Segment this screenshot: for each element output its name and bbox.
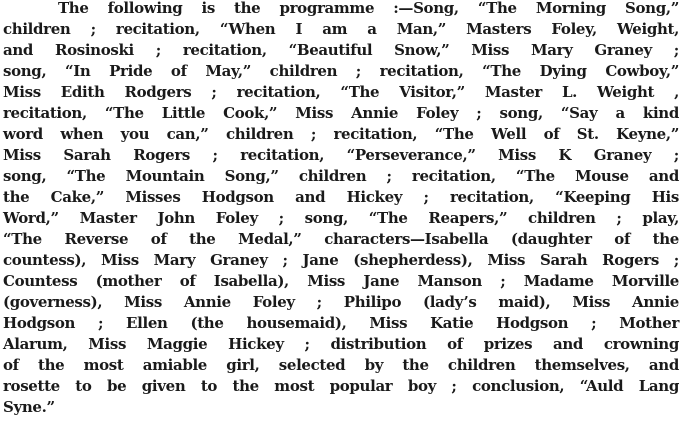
article-line: Countess (mother of Isabella), Miss Jane Manson ; Madame Morville <box>3 272 679 290</box>
article-line: Miss Sarah Rogers ; recitation, “Perseverance,” Miss K Graney ; <box>3 146 679 164</box>
article-line: countess), Miss Mary Graney ; Jane (shepherdess), Miss Sarah Rogers ; <box>3 251 679 269</box>
article-line: of the most amiable girl, selected by the children themselves, and <box>3 356 679 374</box>
article-line: word when you can,” children ; recitation, “The Well of St. Keyne,” <box>3 125 679 143</box>
article-line: The following is the programme :—Song, “The Morning Song,” <box>58 0 679 17</box>
article-line: Miss Edith Rodgers ; recitation, “The Visitor,” Master L. Weight , <box>3 83 679 101</box>
article-line: Word,” Master John Foley ; song, “The Reapers,” children ; play, <box>3 209 679 227</box>
article-line: (governess), Miss Annie Foley ; Philipo (lady’s maid), Miss Annie <box>3 293 679 311</box>
article-line: children ; recitation, “When I am a Man,” Masters Foley, Weight, <box>3 20 679 38</box>
article-line: Hodgson ; Ellen (the housemaid), Miss Katie Hodgson ; Mother <box>3 314 679 332</box>
article-line: song, “The Mountain Song,” children ; recitation, “The Mouse and <box>3 167 679 185</box>
article-line: Alarum, Miss Maggie Hickey ; distribution of prizes and crowning <box>3 335 679 353</box>
article-line: and Rosinoski ; recitation, “Beautiful Snow,” Miss Mary Graney ; <box>3 41 679 59</box>
article-line: recitation, “The Little Cook,” Miss Annie Foley ; song, “Say a kind <box>3 104 679 122</box>
article-line: rosette to be given to the most popular boy ; conclusion, “Auld Lang <box>3 377 679 395</box>
article-line: “The Reverse of the Medal,” characters—Isabella (daughter of the <box>3 230 679 248</box>
article-line: the Cake,” Misses Hodgson and Hickey ; recitation, “Keeping His <box>3 188 679 206</box>
article-line: song, “In Pride of May,” children ; recitation, “The Dying Cowboy,” <box>3 62 679 80</box>
article-line: Syne.” <box>3 398 55 416</box>
